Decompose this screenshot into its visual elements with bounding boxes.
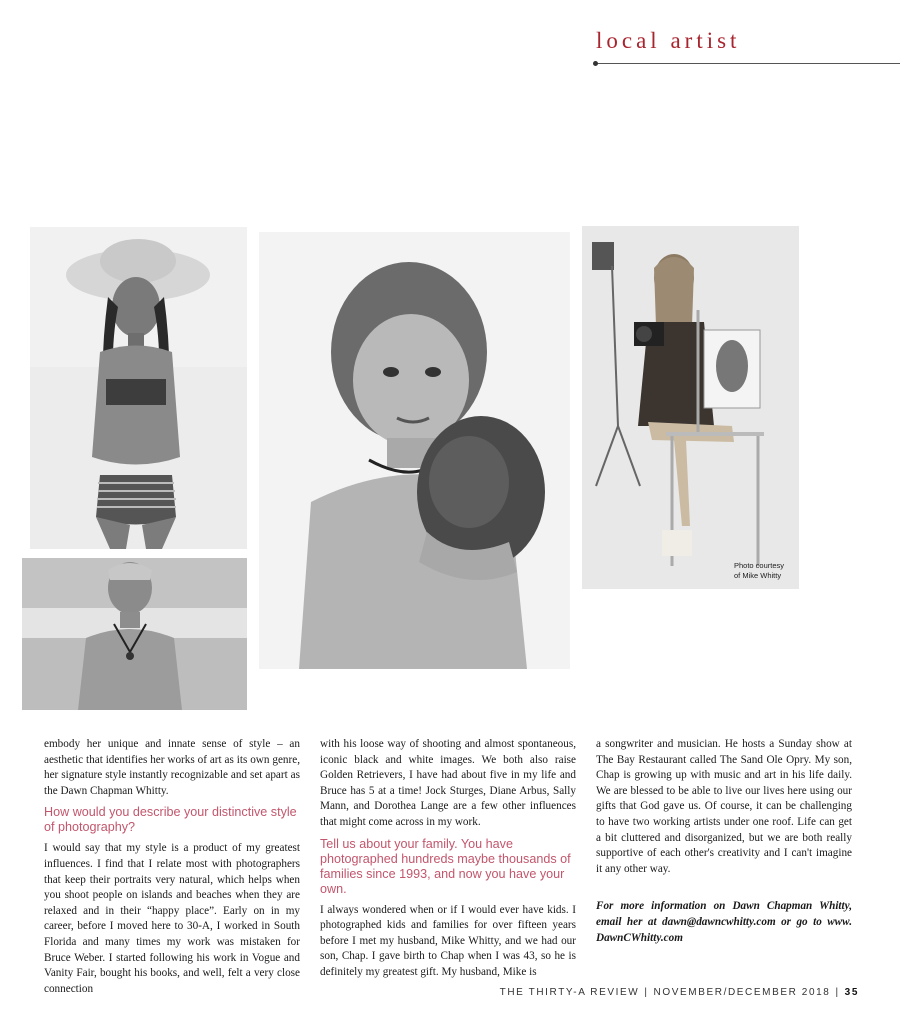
photo-caption [734, 561, 798, 581]
page-number: 35 [844, 987, 859, 998]
issue-date: NOVEMBER/DECEMBER 2018 [653, 987, 831, 998]
more-info-note: For more information on Dawn Chapman Whitty, email her at dawn@dawncwhitty.com or go to www. DawnCWhitty.com [596, 900, 852, 944]
photo-boy-coconut [259, 232, 570, 669]
article-paragraph: I always wondered when or if I would ever have kids. I photographed kids and families for over fifteen years before I met my husband, Mike Whitty, and we had our son, Chap. I gave birth to Chap when I was 43, so he is definitely my greatest gift. My husband, Mike is [320, 903, 576, 978]
page-footer: THE THIRTY-A REVIEW | NOVEMBER/DECEMBER 2018 | 35 [499, 987, 859, 998]
article-paragraph: I would say that my style is a product of my greatest influences. I find that I relate most with photographers that keep their portraits very natural, which helps when you shoot people on islands and beaches when they are relaxed and in their “happy place”. Early on in my career, before I moved here to 30-A, I worked in South Florida and many times my work was mistaken for Bruce Weber. I started following his work in Vogue and Vanity Fair, bought his books, and well, felt a very close connection [44, 842, 300, 995]
publication-name: THE THIRTY-A REVIEW [499, 987, 640, 998]
article-column-2 [320, 737, 576, 987]
section-title: local artist [596, 28, 741, 53]
article-paragraph: with his loose way of shooting and almost spontaneous, iconic black and white images. We both also raise Golden Retrievers, I have had about five in my life and Bruce has 5 at a time! Jock Sturges, Diane Arbus, Sally Mann, and Dorothea Lange are a few other influences that might come across in my work. [320, 738, 576, 828]
photo-caption-line-1: Photo courtesy [734, 561, 785, 570]
article-column-3 [596, 737, 852, 952]
photo-teen-beach [22, 558, 247, 710]
photo-caption-line-2: of Mike Whitty [734, 571, 782, 580]
section-title-rule-dot [593, 61, 598, 66]
photo-girl-sunhat [30, 227, 247, 549]
section-title-rule [596, 63, 900, 64]
interview-question: Tell us about your family. You have photographed hundreds maybe thousands of families since 1993, and now you have your own. [320, 836, 571, 896]
article-column-1 [44, 737, 300, 1003]
interview-question: How would you describe your distinctive style of photography? [44, 805, 297, 835]
photo-artist-with-camera [582, 226, 799, 589]
article-paragraph: embody her unique and innate sense of style – an aesthetic that identifies her works of art as its own genre, her signature style instantly recognizable and set apart as the Dawn Chapman Whitty. [44, 738, 300, 797]
article-paragraph: a songwriter and musician. He hosts a Sunday show at The Bay Restaurant called The Sand Ole Opry. My son, Chap is growing up with music and art in his life daily. We are blessed to be able to live our lives here using our gifts that God gave us. Of course, it can be challenging to have two working artists under one roof. Life can get a bit cluttered and disorganized, but we are both really supportive of each other's creativity and I can't imagine it any other way. [596, 738, 852, 875]
